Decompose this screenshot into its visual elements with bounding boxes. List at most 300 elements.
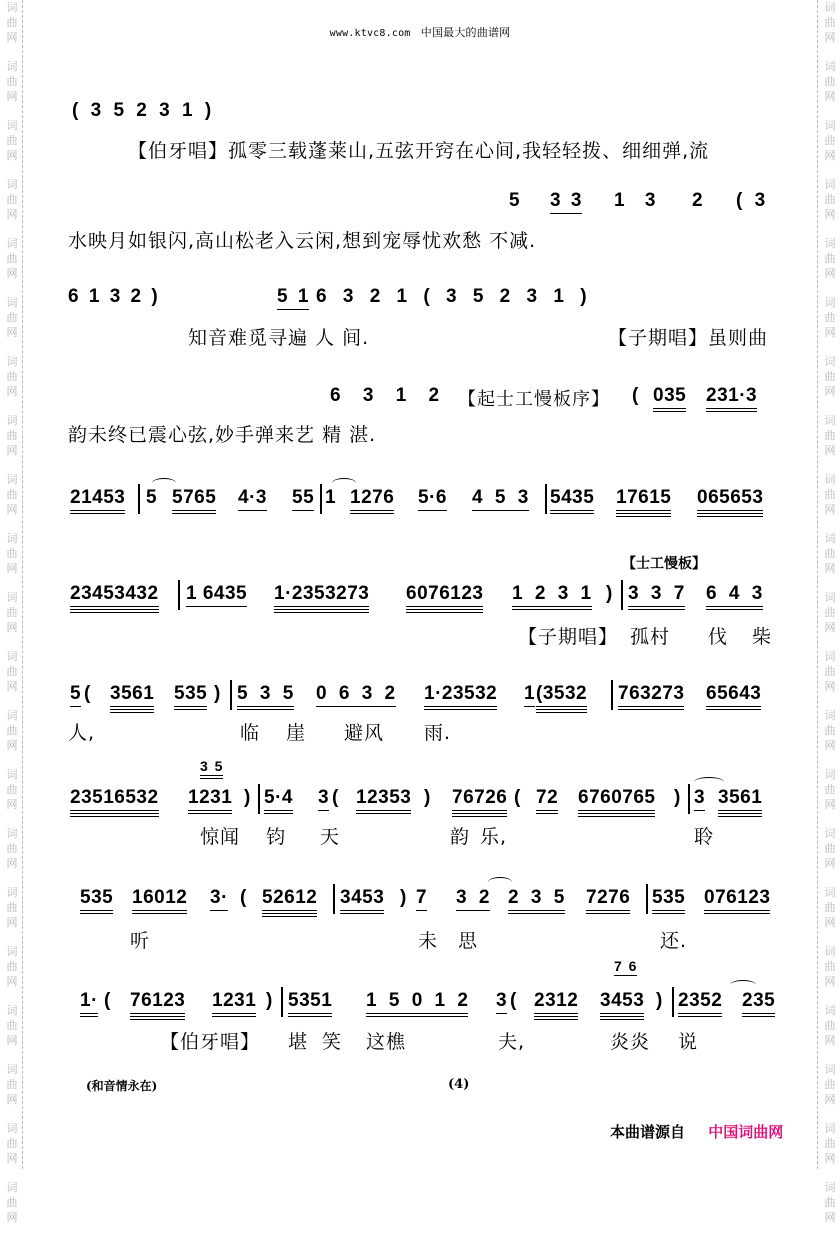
note: 7 [416, 887, 427, 911]
grace-notes: 7 6 [614, 958, 637, 974]
watermark-char: 词 [824, 60, 836, 73]
paren: ) [606, 583, 613, 604]
bar-line [672, 987, 674, 1017]
watermark-char: 词 [824, 414, 836, 427]
lyric-word: 雨. [424, 722, 452, 744]
watermark-char: 词 [824, 1181, 836, 1194]
note-group: 23453432 [70, 583, 159, 613]
watermark-char: 网 [6, 798, 18, 811]
watermark-char: 曲 [824, 134, 836, 147]
watermark-group [7, 708, 18, 753]
watermark-char: 词 [6, 178, 18, 191]
watermark-group [7, 1003, 18, 1048]
note-group: 3 3 [550, 190, 582, 214]
lyric-word: 临 [240, 722, 261, 744]
note-group: 5·6 [418, 487, 447, 511]
note-group: 12353 [356, 787, 411, 814]
watermark-char: 网 [6, 385, 18, 398]
watermark-char: 曲 [6, 252, 18, 265]
note-group: 6 4 3 [706, 583, 763, 610]
watermark-char: 网 [6, 916, 18, 929]
note-group: 23516532 [70, 787, 159, 817]
lyric-word: 孤村 [630, 626, 671, 648]
note-group: 1 2 3 1 [512, 583, 592, 610]
watermark-char: 词 [824, 355, 836, 368]
note-group: 55 [292, 487, 314, 511]
watermark-group [825, 354, 836, 399]
watermark-group [825, 1062, 836, 1107]
watermark-char: 词 [824, 178, 836, 191]
note-group: 076123 [704, 887, 770, 914]
note-group: 5351 [288, 990, 332, 1017]
watermark-group [825, 472, 836, 517]
watermark-group [825, 59, 836, 104]
note-group: 1 3 [614, 190, 656, 211]
watermark-char: 词 [6, 768, 18, 781]
note-group: 0 6 3 2 [316, 683, 396, 707]
note-group: 1 5 0 1 2 [366, 990, 468, 1017]
watermark-group [825, 1121, 836, 1166]
watermark-char: 曲 [6, 429, 18, 442]
note: 3 [318, 787, 329, 811]
watermark-char: 曲 [6, 1019, 18, 1032]
watermark-group [825, 1003, 836, 1048]
watermark-char: 网 [6, 503, 18, 516]
watermark-char: 曲 [6, 783, 18, 796]
paren: ( [514, 787, 521, 808]
watermark-char: 词 [6, 355, 18, 368]
watermark-char: 网 [6, 975, 18, 988]
paren: ) [656, 990, 663, 1011]
lyric-word: 未 [418, 930, 439, 952]
watermark-char: 网 [824, 562, 836, 575]
watermark-char: 词 [824, 945, 836, 958]
watermark-char: 曲 [824, 665, 836, 678]
lyric-word: 避风 [344, 722, 385, 744]
watermark-char: 网 [6, 444, 18, 457]
watermark-char: 网 [6, 621, 18, 634]
watermark-group [7, 1180, 18, 1225]
watermark-char: 词 [824, 119, 836, 132]
bar-line [320, 484, 322, 514]
watermark-group [7, 590, 18, 635]
watermark-char: 词 [824, 827, 836, 840]
note-group: 1·2353273 [274, 583, 369, 613]
note-group: 5·4 [264, 787, 293, 814]
note-group: 7276 [586, 887, 630, 914]
watermark-char: 网 [6, 1152, 18, 1165]
watermark-char: 网 [824, 621, 836, 634]
lyric-word: 堪 [288, 1031, 309, 1053]
watermark-char: 曲 [824, 193, 836, 206]
watermark-group [825, 649, 836, 694]
left-watermark-column [2, 0, 22, 1239]
watermark-group [7, 531, 18, 576]
watermark-char: 曲 [824, 252, 836, 265]
watermark-char: 词 [824, 591, 836, 604]
note-group: 3 3 7 [628, 583, 685, 610]
watermark-char: 词 [6, 296, 18, 309]
watermark-char: 网 [824, 1152, 836, 1165]
note-group: 17615 [616, 487, 671, 517]
note-group: 2352 [678, 990, 722, 1017]
watermark-char: 网 [824, 326, 836, 339]
note-group: 21453 [70, 487, 125, 514]
watermark-char: 网 [6, 267, 18, 280]
note-group: 3561 [110, 683, 154, 713]
watermark-group [825, 885, 836, 930]
note-group: 235 [742, 990, 775, 1017]
note-group: 76726 [452, 787, 507, 817]
watermark-char: 网 [824, 503, 836, 516]
watermark-char: 网 [824, 916, 836, 929]
paren: ( [632, 385, 639, 406]
watermark-char: 词 [6, 886, 18, 899]
note-group: 535 [80, 887, 113, 914]
bar-line [258, 784, 260, 814]
note-group: 3 2 [456, 887, 490, 911]
bar-line [230, 680, 232, 710]
right-dashed-border [817, 0, 818, 1169]
watermark-char: 曲 [6, 488, 18, 501]
watermark-group [7, 885, 18, 930]
watermark-group [7, 767, 18, 812]
note-group: 6 1 3 2 ) [68, 286, 159, 307]
lyric-segment: 知音难觅寻遍 人 间. [188, 327, 370, 349]
watermark-char: 网 [824, 857, 836, 870]
watermark-group [825, 590, 836, 635]
watermark-char: 词 [824, 532, 836, 545]
watermark-group [825, 295, 836, 340]
slur [730, 980, 756, 990]
paren: ( [510, 990, 517, 1011]
watermark-char: 网 [824, 31, 836, 44]
note-group: 1 6435 [186, 583, 247, 607]
lyric-word: 人, [68, 722, 96, 744]
watermark-char: 曲 [824, 429, 836, 442]
note-group: ( 3 [736, 190, 766, 211]
watermark-char: 曲 [6, 1078, 18, 1091]
song-title: (和音情永在) [86, 1079, 158, 1093]
watermark-char: 曲 [6, 901, 18, 914]
watermark-char: 网 [824, 1034, 836, 1047]
page-header [0, 24, 840, 40]
watermark-char: 曲 [6, 1196, 18, 1209]
paren: ( [332, 787, 339, 808]
watermark-char: 词 [824, 650, 836, 663]
lyric-word: 夫, [498, 1031, 526, 1053]
watermark-char: 词 [6, 827, 18, 840]
lyric-word: 笑 [322, 1031, 343, 1053]
paren: ) [266, 990, 273, 1011]
slur [694, 777, 724, 787]
watermark-char: 网 [6, 208, 18, 221]
watermark-char: 词 [824, 1122, 836, 1135]
note-group: 763273 [618, 683, 684, 710]
paren: ) [244, 787, 251, 808]
lyric-word: 说 [678, 1031, 699, 1053]
watermark-char: 网 [824, 90, 836, 103]
watermark-char: 词 [824, 1, 836, 14]
note-group: 16012 [132, 887, 187, 914]
bar-line [178, 580, 180, 610]
lyric-word: 钧 [266, 826, 287, 848]
watermark-char: 网 [824, 680, 836, 693]
watermark-char: 曲 [824, 488, 836, 501]
note-group: 5765 [172, 487, 216, 514]
watermark-group [825, 767, 836, 812]
watermark-char: 曲 [6, 547, 18, 560]
watermark-char: 词 [824, 709, 836, 722]
watermark-char: 曲 [6, 960, 18, 973]
watermark-char: 曲 [824, 1078, 836, 1091]
watermark-char: 网 [824, 149, 836, 162]
bar-line [281, 987, 283, 1017]
watermark-char: 曲 [6, 1137, 18, 1150]
note-group: 1231 [212, 990, 256, 1017]
watermark-char: 曲 [6, 606, 18, 619]
watermark-char: 网 [6, 739, 18, 752]
watermark-char: 网 [824, 1093, 836, 1106]
watermark-char: 网 [6, 680, 18, 693]
watermark-char: 曲 [824, 901, 836, 914]
watermark-char: 网 [824, 739, 836, 752]
note-group: 3453 [600, 990, 644, 1020]
header-site-url[interactable]: www.ktvc8.com [329, 28, 411, 39]
watermark-char: 网 [6, 562, 18, 575]
note-group: 035 [653, 385, 686, 412]
note-group: 1231 [188, 787, 232, 814]
lyric-word: 还. [660, 930, 688, 952]
note-group: 4 5 3 [472, 487, 529, 511]
watermark-char: 曲 [824, 842, 836, 855]
watermark-char: 网 [824, 975, 836, 988]
lyric-line-8: 韵未终已震心弦,妙手弹来艺 精 湛. [68, 424, 377, 446]
note: 5 [70, 683, 81, 707]
lyric-line-4: 水映月如银闪,高山松老入云闲,想到宠辱忧欢愁 不减. [68, 230, 537, 252]
section-tag: 【起士工慢板序】 [458, 389, 610, 410]
paren: ) [214, 683, 221, 704]
paren: ( [104, 990, 111, 1011]
note-group: 5 3 5 [237, 683, 294, 710]
left-dashed-border [22, 0, 23, 1169]
watermark-char: 网 [6, 31, 18, 44]
watermark-group [7, 354, 18, 399]
bar-line [545, 484, 547, 514]
watermark-group [825, 708, 836, 753]
bar-line [688, 784, 690, 814]
watermark-group [825, 413, 836, 458]
watermark-char: 网 [824, 208, 836, 221]
note-group: 3453 [340, 887, 384, 914]
watermark-char: 曲 [6, 665, 18, 678]
note-group: 6 3 1 2 [330, 385, 440, 406]
note: 1 [524, 683, 535, 707]
watermark-char: 网 [6, 857, 18, 870]
watermark-group [825, 1180, 836, 1225]
watermark-char: 词 [6, 237, 18, 250]
watermark-char: 曲 [6, 370, 18, 383]
watermark-char: 曲 [6, 134, 18, 147]
watermark-char: 词 [824, 1004, 836, 1017]
source-label: 本曲谱源自 [610, 1123, 686, 1141]
lyric-word: 崖 [286, 722, 307, 744]
watermark-group [7, 118, 18, 163]
lyric-word: 炎炎 [610, 1031, 651, 1053]
watermark-char: 词 [6, 473, 18, 486]
watermark-group [7, 1121, 18, 1166]
lyric-word: 思 [458, 930, 479, 952]
note-group: 72 [536, 787, 558, 814]
paren: ) [424, 787, 431, 808]
watermark-char: 词 [6, 1181, 18, 1194]
watermark-char: 曲 [6, 75, 18, 88]
section-tag: 【士工慢板】 [622, 556, 706, 572]
note-group: 1·23532 [424, 683, 497, 710]
watermark-char: 词 [6, 709, 18, 722]
bar-line [611, 680, 613, 710]
source-credit [610, 1121, 783, 1142]
note-group: 6076123 [406, 583, 483, 613]
bar-line [646, 884, 648, 914]
watermark-char: 曲 [6, 16, 18, 29]
watermark-group [7, 826, 18, 871]
watermark-char: 曲 [824, 724, 836, 737]
grace-notes: 3 5 [200, 758, 223, 779]
note-group: 535 [174, 683, 207, 710]
watermark-char: 曲 [824, 1196, 836, 1209]
header-tagline: 中国最大的曲谱网 [420, 26, 511, 39]
watermark-char: 词 [824, 768, 836, 781]
watermark-group [825, 118, 836, 163]
note-group: (3532 [536, 683, 587, 713]
watermark-char: 词 [6, 119, 18, 132]
right-watermark-column [820, 0, 840, 1239]
watermark-char: 网 [6, 149, 18, 162]
note-group: 52612 [262, 887, 317, 917]
watermark-char: 网 [6, 326, 18, 339]
note: 5 [509, 190, 521, 211]
watermark-group [7, 413, 18, 458]
watermark-group [7, 472, 18, 517]
lyric-word: 天 [320, 826, 341, 848]
watermark-char: 词 [6, 591, 18, 604]
paren: ) [400, 887, 407, 908]
watermark-char: 曲 [824, 311, 836, 324]
watermark-char: 曲 [824, 783, 836, 796]
watermark-char: 网 [824, 267, 836, 280]
watermark-group [7, 59, 18, 104]
watermark-group [7, 1062, 18, 1107]
note-group: 6 3 2 1 ( 3 5 2 3 1 ) [316, 286, 588, 307]
watermark-char: 网 [824, 385, 836, 398]
note-group: 535 [652, 887, 685, 914]
note: 3· [210, 887, 228, 911]
watermark-char: 曲 [824, 1019, 836, 1032]
note-group: 4·3 [238, 487, 267, 511]
watermark-char: 曲 [824, 16, 836, 29]
lyric-word: 乐, [480, 826, 508, 848]
watermark-char: 曲 [6, 193, 18, 206]
watermark-char: 词 [6, 1063, 18, 1076]
note-group: 5 1 [277, 286, 309, 310]
watermark-char: 曲 [824, 370, 836, 383]
watermark-char: 曲 [6, 842, 18, 855]
watermark-char: 词 [824, 1063, 836, 1076]
watermark-char: 网 [6, 90, 18, 103]
source-brand-link[interactable]: 中国词曲网 [708, 1123, 784, 1141]
lyric-word: 聆 [694, 826, 715, 848]
watermark-char: 词 [6, 532, 18, 545]
watermark-char: 词 [6, 1122, 18, 1135]
watermark-char: 词 [6, 1004, 18, 1017]
watermark-char: 网 [824, 798, 836, 811]
note: 3 [496, 990, 507, 1014]
watermark-group [825, 826, 836, 871]
note-group: 65643 [706, 683, 761, 710]
watermark-char: 网 [6, 1211, 18, 1224]
note-group: 2312 [534, 990, 578, 1020]
watermark-char: 词 [6, 945, 18, 958]
watermark-group [7, 649, 18, 694]
watermark-group [825, 531, 836, 576]
note-group: 5435 [550, 487, 594, 514]
watermark-char: 词 [6, 650, 18, 663]
notation-line-1: ( 3 5 2 3 1 ) [72, 100, 212, 121]
singer-tag: 【伯牙唱】 [160, 1031, 261, 1053]
watermark-char: 词 [824, 473, 836, 486]
watermark-char: 曲 [824, 606, 836, 619]
note: 1· [80, 990, 98, 1017]
lyric-line-2: 【伯牙唱】孤零三载蓬莱山,五弦开窍在心间,我轻轻拨、细细弹,流 [128, 140, 710, 162]
watermark-char: 网 [6, 1093, 18, 1106]
watermark-char: 曲 [824, 547, 836, 560]
lyric-word: 柴 [752, 626, 773, 648]
watermark-char: 词 [6, 1, 18, 14]
lyric-segment: 【子期唱】虽则曲 [608, 327, 769, 349]
note-group: 6760765 [578, 787, 655, 817]
bar-line [138, 484, 140, 514]
watermark-group [825, 944, 836, 989]
note-group: 2 3 5 [508, 887, 565, 914]
watermark-char: 词 [6, 414, 18, 427]
watermark-char: 词 [6, 60, 18, 73]
watermark-char: 曲 [824, 960, 836, 973]
note-group: 1276 [350, 487, 394, 514]
watermark-char: 词 [824, 237, 836, 250]
note-group: 065653 [697, 487, 763, 517]
watermark-group [7, 944, 18, 989]
watermark-group [825, 177, 836, 222]
watermark-group [7, 295, 18, 340]
watermark-group [7, 236, 18, 281]
bar-line [621, 580, 623, 610]
watermark-char: 曲 [6, 724, 18, 737]
note-group: 76123 [130, 990, 185, 1020]
lyric-word: 韵 [450, 826, 471, 848]
watermark-char: 曲 [824, 75, 836, 88]
singer-tag: 【子期唱】 [518, 626, 619, 648]
paren: ( [240, 887, 247, 908]
note: 2 [692, 190, 704, 211]
watermark-group [7, 177, 18, 222]
watermark-char: 曲 [824, 1137, 836, 1150]
lyric-word: 伐 [708, 626, 729, 648]
note: 5 [146, 487, 158, 508]
watermark-char: 网 [824, 444, 836, 457]
watermark-char: 网 [824, 1211, 836, 1224]
watermark-char: 曲 [6, 311, 18, 324]
